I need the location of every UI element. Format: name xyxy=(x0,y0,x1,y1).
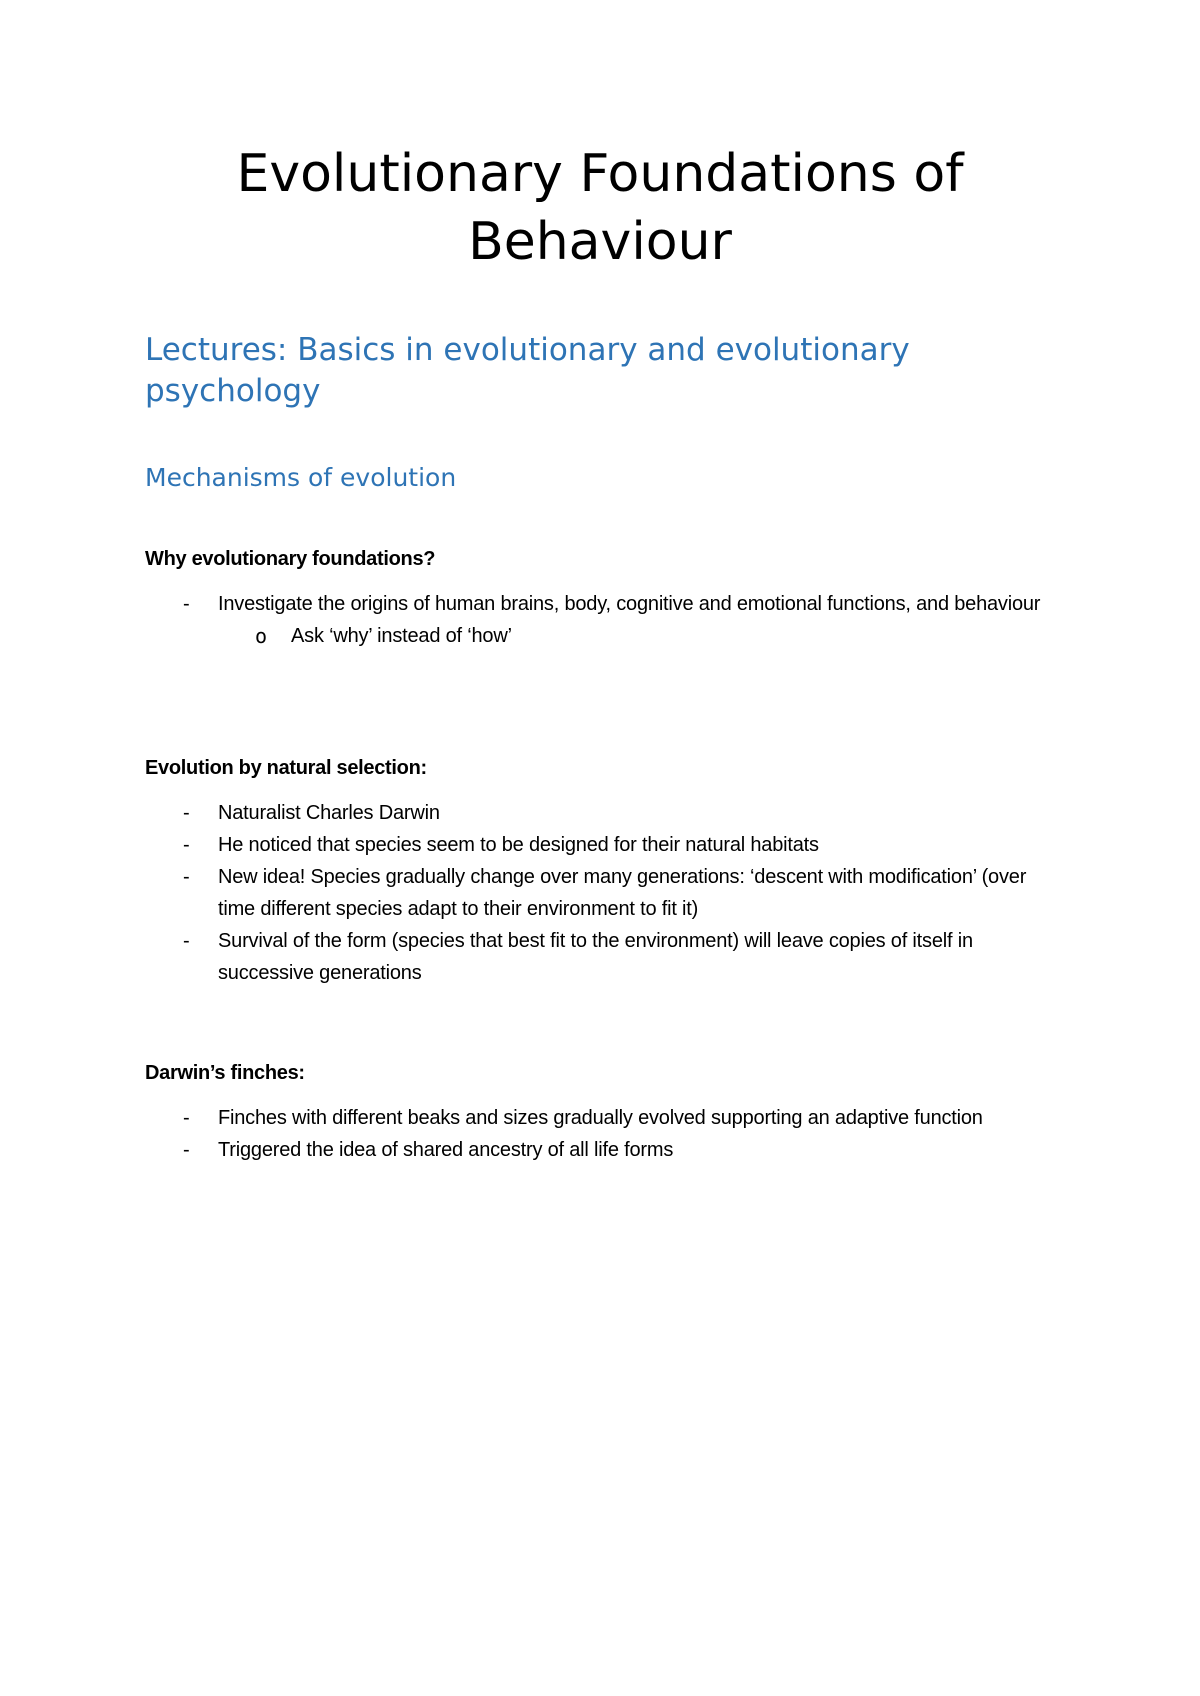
section-title: Why evolutionary foundations? xyxy=(145,548,436,570)
list-item xyxy=(145,1102,1065,1134)
dash-marker: - xyxy=(183,1139,190,1161)
bullet-text: New idea! Species gradually change over many generations: ‘descent with modification’ (over time different species adapt to their environment to fit it) xyxy=(218,866,1027,920)
lecture-heading: Lectures: Basics in evolutionary and evolutionary psychology xyxy=(145,332,910,409)
document-title: Evolutionary Foundations of Behaviour xyxy=(236,144,964,272)
bullet-text: Triggered the idea of shared ancestry of all life forms xyxy=(218,1139,674,1161)
list-item xyxy=(145,925,1065,989)
dash-marker: - xyxy=(183,834,190,856)
sub-bullet-text: Ask ‘why’ instead of ‘how’ xyxy=(291,625,512,647)
bullet-list xyxy=(145,588,1065,652)
bullet-text: Naturalist Charles Darwin xyxy=(218,802,440,824)
bullet-list xyxy=(145,1102,1065,1166)
list-item xyxy=(145,861,1065,925)
list-item xyxy=(145,829,1065,861)
bullet-text: He noticed that species seem to be designed for their natural habitats xyxy=(218,834,819,856)
section-why-evolutionary xyxy=(145,544,1065,652)
section-darwins-finches xyxy=(145,1058,1065,1166)
bullet-list xyxy=(145,797,1065,989)
bullet-text: Finches with different beaks and sizes gradually evolved supporting an adaptive function xyxy=(218,1107,983,1129)
dash-marker: - xyxy=(183,802,190,824)
list-item xyxy=(145,588,1065,620)
bullet-text: Survival of the form (species that best fit to the environment) will leave copies of itself in successive generations xyxy=(218,930,973,984)
section-title: Darwin’s finches: xyxy=(145,1062,305,1084)
list-item xyxy=(145,797,1065,829)
dash-marker: - xyxy=(183,930,190,952)
dash-marker: - xyxy=(183,1107,190,1129)
bullet-text: Investigate the origins of human brains, body, cognitive and emotional functions, and behaviour xyxy=(218,593,1041,615)
list-item xyxy=(145,1134,1065,1166)
dash-marker: - xyxy=(183,866,190,888)
section-natural-selection xyxy=(145,753,1065,989)
circle-marker: o xyxy=(255,624,267,648)
sub-list-item xyxy=(145,620,1065,652)
section-heading: Mechanisms of evolution xyxy=(145,463,457,492)
section-title: Evolution by natural selection: xyxy=(145,757,427,779)
dash-marker: - xyxy=(183,593,190,615)
